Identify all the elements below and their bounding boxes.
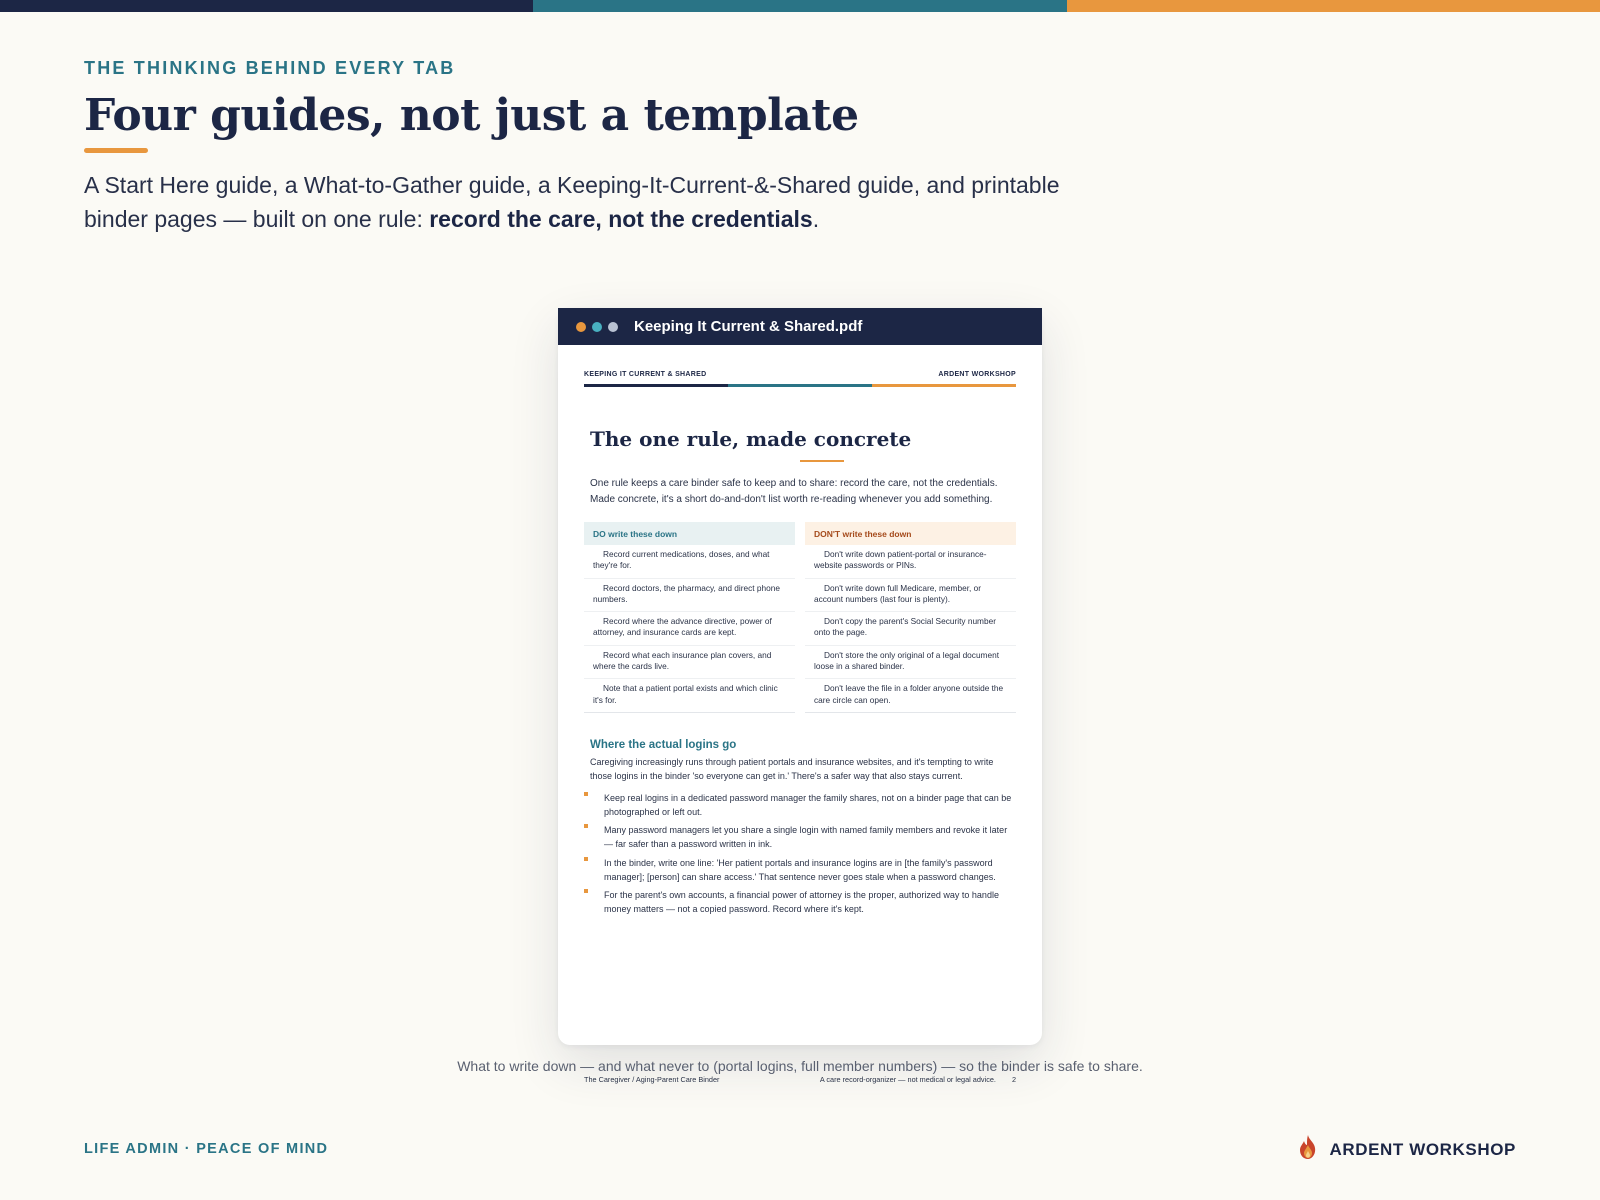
bullet-text: In the binder, write one line: 'Her patient portals and insurance logins are in [the family's password manager]; [person] can share access.' That sentence never goes stale when a password changes. xyxy=(604,857,996,882)
dont-item: Don't store the only original of a legal document loose in a shared binder. xyxy=(805,646,1016,680)
pdf-intro: One rule keeps a care binder safe to keep and to share: record the care, not the credentials. Made concrete, it's a short do-and-don't list worth re-reading whenever you add something. xyxy=(590,478,998,505)
logins-section-text: Caregiving increasingly runs through patient portals and insurance websites, and it's tempting to write those logins in the binder 'so everyone can get in.' There's a safer way that also stays current. xyxy=(590,756,994,781)
bullet-item xyxy=(584,856,1014,884)
bullet-item xyxy=(584,888,1014,916)
bullet-text: For the parent's own accounts, a financial power of attorney is the proper, authorized way to handle money matters — not a copied password. Record where it's kept. xyxy=(604,890,999,915)
pdf-header-rule xyxy=(584,384,1016,387)
headline: Four guides, not just a template xyxy=(84,90,859,141)
bullet-square-icon xyxy=(584,824,588,828)
pdf-footer-left: The Caregiver / Aging-Parent Care Binder xyxy=(584,1075,720,1084)
eyebrow: THE THINKING BEHIND EVERY TAB xyxy=(84,58,456,78)
headline-underline xyxy=(84,148,148,153)
pdf-header-right: ARDENT WORKSHOP xyxy=(938,371,1016,378)
do-item: Record what each insurance plan covers, and where the cards live. xyxy=(584,646,795,680)
top-color-bar xyxy=(0,0,1600,12)
dont-item: Don't copy the parent's Social Security number onto the page. xyxy=(805,612,1016,646)
footer-brand xyxy=(1297,1134,1516,1165)
do-dont-table xyxy=(584,522,1016,713)
window-dot-orange-icon xyxy=(576,322,586,332)
logins-section-heading: Where the actual logins go xyxy=(590,738,737,751)
window-dot-gray-icon xyxy=(608,322,618,332)
pdf-footer-note: A care record-organizer — not medical or legal advice. xyxy=(819,1075,996,1084)
dont-column-header: DON'T write these down xyxy=(805,522,1016,545)
dont-item: Don't write down patient-portal or insurance-website passwords or PINs. xyxy=(805,545,1016,579)
bullet-square-icon xyxy=(584,889,588,893)
dont-column xyxy=(805,522,1016,713)
pdf-page-header xyxy=(584,371,1016,378)
pdf-titlebar xyxy=(558,308,1042,345)
do-item: Note that a patient portal exists and which clinic it's for. xyxy=(584,679,795,713)
do-item: Record current medications, doses, and what they're for. xyxy=(584,545,795,579)
window-dot-teal-icon xyxy=(592,322,602,332)
figure-caption: What to write down — and what never to (portal logins, full member numbers) — so the binder is safe to share. xyxy=(457,1058,1143,1074)
do-item: Record doctors, the pharmacy, and direct phone numbers. xyxy=(584,579,795,613)
pdf-window-title: Keeping It Current & Shared.pdf xyxy=(634,318,863,335)
lede-end: . xyxy=(812,206,820,232)
do-column-header: DO write these down xyxy=(584,522,795,545)
pdf-page-title: The one rule, made concrete xyxy=(590,427,912,451)
bullet-item xyxy=(584,823,1014,851)
top-bar-navy xyxy=(0,0,533,12)
bullet-item xyxy=(584,791,1014,819)
top-bar-teal xyxy=(533,0,1066,12)
bullet-square-icon xyxy=(584,857,588,861)
pdf-title-underline xyxy=(800,460,844,462)
pdf-footer-right xyxy=(820,1075,1016,1084)
logins-bullet-list xyxy=(584,791,1016,917)
bullet-text: Many password managers let you share a single login with named family members and revoke it later — far safer than a password written in ink. xyxy=(604,825,1008,850)
lede-text: A Start Here guide, a What-to-Gather guide, a Keeping-It-Current-&-Shared guide, and printable binder pages — built on one rule: xyxy=(84,172,1060,232)
bullet-text: Keep real logins in a dedicated password manager the family shares, not on a binder page that can be photographed or left out. xyxy=(604,792,1012,817)
dont-item: Don't write down full Medicare, member, or account numbers (last four is plenty). xyxy=(805,579,1016,613)
dont-item: Don't leave the file in a folder anyone outside the care circle can open. xyxy=(805,679,1016,713)
do-column xyxy=(584,522,795,713)
do-item: Record where the advance directive, power of attorney, and insurance cards are kept. xyxy=(584,612,795,646)
flame-logo-icon xyxy=(1297,1134,1319,1165)
lede-bold: record the care, not the credentials xyxy=(429,206,813,232)
footer-tagline: LIFE ADMIN · PEACE OF MIND xyxy=(84,1141,329,1157)
pdf-header-left: KEEPING IT CURRENT & SHARED xyxy=(584,371,707,378)
brand-name: ARDENT WORKSHOP xyxy=(1329,1139,1516,1159)
lede xyxy=(84,168,1064,236)
top-bar-orange xyxy=(1067,0,1600,12)
bullet-square-icon xyxy=(584,792,588,796)
pdf-page-number: 2 xyxy=(1011,1075,1016,1084)
